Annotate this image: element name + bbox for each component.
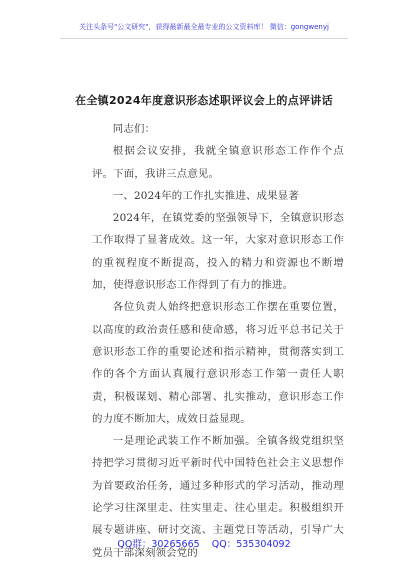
document-title: 在全镇2024年度意识形态述职评议会上的点评讲话 bbox=[75, 94, 333, 107]
section-heading: 一、2024年的工作扎实推进、成果显著 bbox=[112, 189, 299, 202]
paragraph: 各位负责人始终把意识形态工作摆在重要位置，以高度的政治责任感和使命感，将习近平总书记关于意识形态工作的重要论述和指示精神，贯彻落实到工作的各个方面认真履行意识形态工作第一责任人职责，积极谋划、精心部署、扎实推动，意识形态工作的力度不断加大，成效日益显现。 bbox=[92, 301, 344, 425]
paragraph-intro: 根据会议安排，我就全镇意识形态工作作个点评。下面，我讲三点意见。 bbox=[92, 145, 344, 180]
promo-banner: 关注头条号"公文研究"，获得最新最全最专业的公文资料库！ 微信：gongwenyj bbox=[79, 23, 329, 31]
greeting: 同志们： bbox=[112, 123, 156, 135]
header-divider bbox=[60, 38, 348, 39]
document-body bbox=[92, 118, 344, 564]
paragraph: 2024年，在镇党委的坚强领导下，全镇意识形态工作取得了显著成效。这一年，大家对意识形态工作的重视程度不断提高，投入的精力和资源也不断增加，使得意识形态工作得到了有力的推进。 bbox=[92, 212, 344, 292]
paragraph: 一是理论武装工作不断加强。全镇各级党组织坚持把学习贯彻习近平新时代中国特色社会主义思想作为首要政治任务，通过多种形式的学习活动，推动理论学习往深里走、往实里走、往心里走。积极组织开展专题讲座、研讨交流、主题党日等活动，引导广大党员干部深刻领会党的 bbox=[92, 435, 344, 559]
contact-footer: QQ群：30265665 QQ：535304092 bbox=[117, 539, 291, 550]
